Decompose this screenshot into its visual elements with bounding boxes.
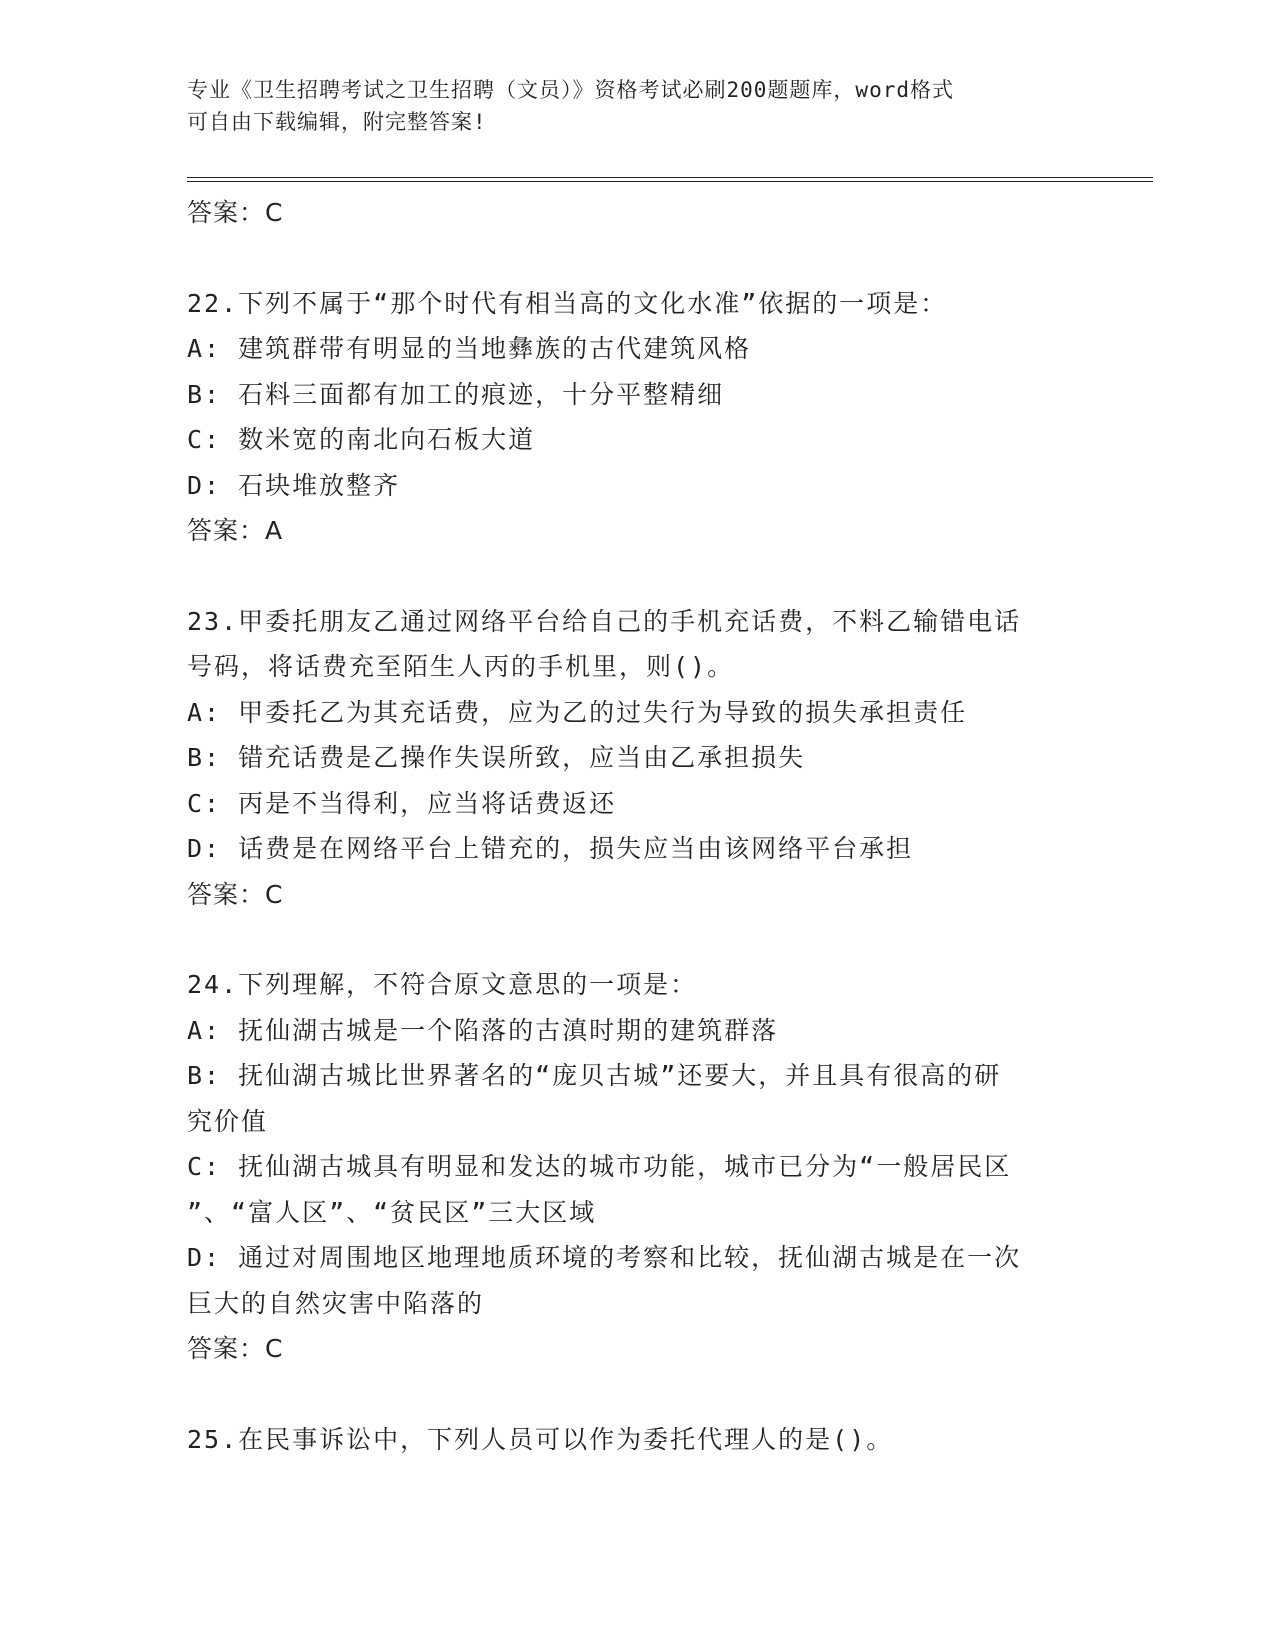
question-stem: 22.下列不属于“那个时代有相当高的文化水准”依据的一项是： — [187, 288, 948, 318]
question-block — [187, 599, 1087, 918]
question-list — [187, 190, 1087, 1462]
option-d: D: 石块堆放整齐 — [187, 470, 401, 500]
spacer — [187, 554, 1087, 599]
option-c: C: 丙是不当得利，应当将话费返还 — [187, 788, 617, 818]
answer-line: 答案：C — [187, 198, 284, 227]
header-line-1: 专业《卫生招聘考试之卫生招聘（文员）》资格考试必刷200题题库，word格式 — [187, 78, 954, 102]
document-header — [187, 74, 1067, 138]
header-divider — [187, 177, 1153, 178]
header-line-2: 可自由下载编辑，附完整答案! — [187, 110, 487, 134]
option-a: A: 甲委托乙为其充话费，应为乙的过失行为导致的损失承担责任 — [187, 697, 968, 727]
question-stem-cont: 号码，将话费充至陌生人丙的手机里，则()。 — [187, 652, 735, 681]
option-d: D: 话费是在网络平台上错充的，损失应当由该网络平台承担 — [187, 834, 914, 863]
option-d-cont: 巨大的自然灾害中陷落的 — [187, 1288, 485, 1318]
option-c: C: 数米宽的南北向石板大道 — [187, 425, 536, 454]
question-block — [187, 281, 1087, 554]
answer-line: 答案：C — [187, 879, 284, 909]
option-b: B: 错充话费是乙操作失误所致，应当由乙承担损失 — [187, 743, 806, 772]
question-stem: 23.甲委托朋友乙通过网络平台给自己的手机充话费，不料乙输错电话 — [187, 606, 1022, 636]
option-b-cont: 究价值 — [187, 1106, 269, 1136]
option-a: A: 建筑群带有明显的当地彝族的古代建筑风格 — [187, 334, 752, 363]
header-divider — [187, 181, 1153, 182]
option-b: B: 抚仙湖古城比世界著名的“庞贝古城”还要大，并且具有很高的研 — [187, 1061, 1002, 1090]
option-b: B: 石料三面都有加工的痕迹，十分平整精细 — [187, 379, 725, 409]
option-d: D: 通过对周围地区地理地质环境的考察和比较，抚仙湖古城是在一次 — [187, 1243, 1022, 1272]
spacer — [187, 917, 1087, 962]
question-stem: 25.在民事诉讼中，下列人员可以作为委托代理人的是()。 — [187, 1424, 894, 1454]
question-stem: 24.下列理解，不符合原文意思的一项是： — [187, 970, 698, 999]
answer-line: 答案：A — [187, 516, 284, 545]
question-block — [187, 962, 1087, 1372]
answer-line: 答案：C — [187, 1334, 284, 1363]
option-c-cont: ”、“富人区”、“贫民区”三大区域 — [187, 1197, 597, 1227]
option-a: A: 抚仙湖古城是一个陷落的古滇时期的建筑群落 — [187, 1015, 779, 1045]
spacer — [187, 236, 1087, 281]
question-block — [187, 1417, 1087, 1463]
spacer — [187, 1372, 1087, 1417]
option-c: C: 抚仙湖古城具有明显和发达的城市功能，城市已分为“一般居民区 — [187, 1152, 1012, 1181]
